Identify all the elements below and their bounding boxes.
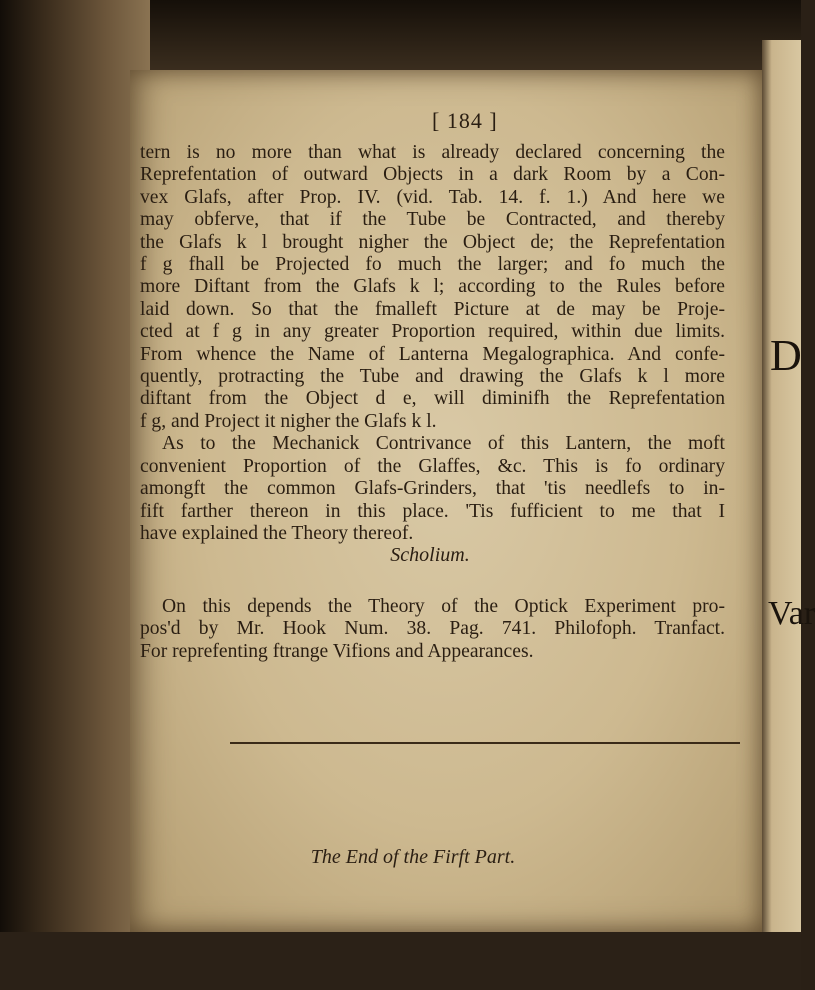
facing-page-glyph-d: D xyxy=(770,331,802,380)
facing-page-glyph-var: Var xyxy=(768,595,815,632)
text-line: have explained the Theory thereof. xyxy=(140,522,414,544)
text-line: As to the Mechanick Contrivance of this Lantern, the moft xyxy=(162,433,725,455)
book-binding-gutter xyxy=(0,0,150,990)
text-line: vex Glafs, after Prop. IV. (vid. Tab. 14. f. 1.) And here we xyxy=(140,186,725,208)
scholium-paragraph xyxy=(140,596,725,663)
text-line: fift farther thereon in this place. 'Tis fufficient to me that I xyxy=(140,500,725,522)
text-line: more Diftant from the Glafs k l; according to the Rules before xyxy=(140,276,725,298)
text-line: For reprefenting ftrange Vifions and Appearances. xyxy=(140,640,534,662)
text-line: amongft the common Glafs-Grinders, that 'tis needlefs to in- xyxy=(140,478,725,500)
closing-text: The End of the Firft Part. xyxy=(310,846,516,868)
scholium-heading xyxy=(0,544,760,567)
text-line: the Glafs k l brought nigher the Object de; the Reprefentation xyxy=(140,231,725,253)
text-line: From whence the Name of Lanterna Megalographica. And confe- xyxy=(140,343,725,365)
text-line: convenient Proportion of the Glaffes, &c. This is fo ordinary xyxy=(140,455,725,477)
text-line: f g, and Project it nigher the Glafs k l. xyxy=(140,410,437,432)
scan-bottom-shadow xyxy=(0,932,801,990)
main-paragraph xyxy=(140,142,725,545)
text-line: diftant from the Object d e, will diminifh the Reprefentation xyxy=(140,388,725,410)
text-line: f g fhall be Projected fo much the larger; and fo much the xyxy=(140,254,725,276)
text-line: cted at f g in any greater Proportion required, within due limits. xyxy=(140,321,725,343)
text-line: laid down. So that the fmalleft Picture at de may be Proje- xyxy=(140,298,725,320)
closing-line xyxy=(0,846,801,869)
text-line: may obferve, that if the Tube be Contracted, and thereby xyxy=(140,209,725,231)
text-line: Reprefentation of outward Objects in a dark Room by a Con- xyxy=(140,164,725,186)
text-line: On this depends the Theory of the Optick Experiment pro- xyxy=(162,596,725,617)
text-line: tern is no more than what is already declared concerning the xyxy=(140,142,725,163)
scholium-heading-text: Scholium. xyxy=(390,544,470,566)
text-line: quently, protracting the Tube and drawing the Glafs k l more xyxy=(140,366,725,388)
page-number: [ 184 ] xyxy=(432,108,498,133)
facing-page-edge xyxy=(762,40,815,940)
text-line: pos'd by Mr. Hook Num. 38. Pag. 741. Philofoph. Tranfact. xyxy=(140,618,725,640)
horizontal-rule xyxy=(230,742,740,744)
